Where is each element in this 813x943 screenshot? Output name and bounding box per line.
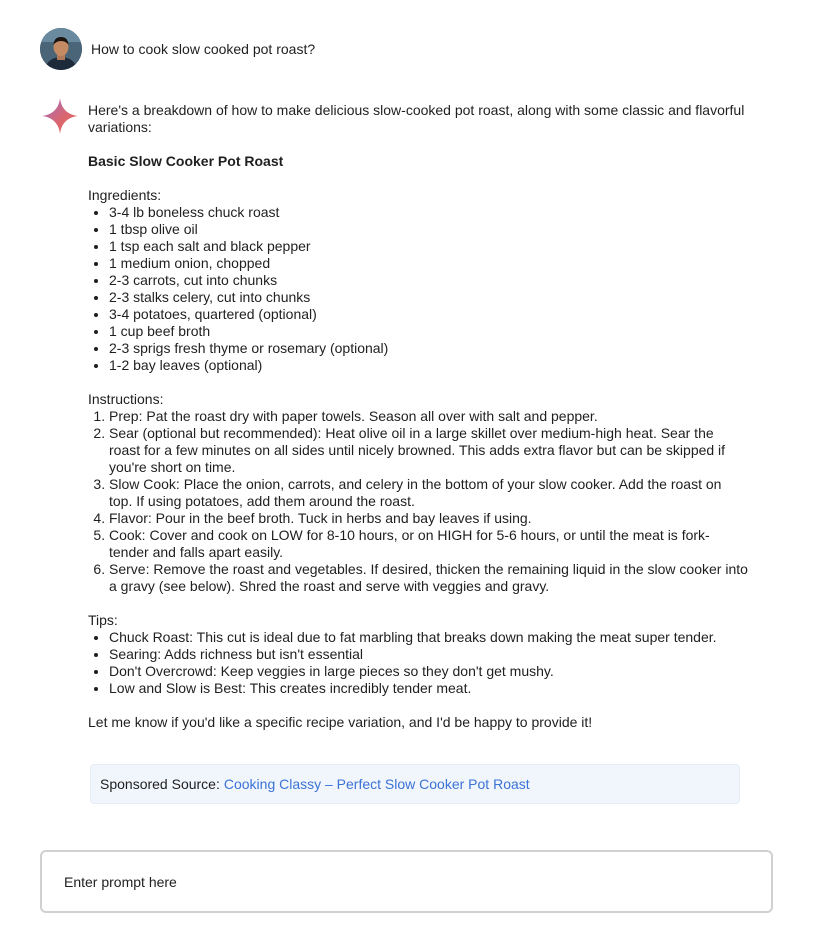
list-item: • 1 cup beef broth <box>109 323 748 340</box>
sparkle-icon <box>41 97 79 135</box>
sponsored-source <box>90 764 740 804</box>
response-intro: Here's a breakdown of how to make delicious slow-cooked pot roast, along with some classic and flavorful variations: <box>88 102 745 135</box>
prompt-box[interactable] <box>40 850 773 913</box>
tips-label: Tips: <box>88 612 118 628</box>
list-item: • Low and Slow is Best: This creates incredibly tender meat. <box>109 680 748 697</box>
list-item: 1. Prep: Pat the roast dry with paper towels. Season all over with salt and pepper. <box>109 408 748 425</box>
list-item: • 2-3 stalks celery, cut into chunks <box>109 289 748 306</box>
prompt-input[interactable] <box>62 873 771 891</box>
list-item: • Searing: Adds richness but isn't essential <box>109 646 748 663</box>
ingredients-label: Ingredients: <box>88 187 162 203</box>
list-item: 5. Cook: Cover and cook on LOW for 8-10 hours, or on HIGH for 5-6 hours, or until the meat is fork-tender and falls apart easily. <box>109 527 748 561</box>
list-item: • 2-3 carrots, cut into chunks <box>109 272 748 289</box>
sponsored-label: Sponsored Source: <box>100 775 220 792</box>
list-item: • 2-3 sprigs fresh thyme or rosemary (optional) <box>109 340 748 357</box>
list-item: • 1-2 bay leaves (optional) <box>109 357 748 374</box>
list-item: • Don't Overcrowd: Keep veggies in large pieces so they don't get mushy. <box>109 663 748 680</box>
recipe-heading: Basic Slow Cooker Pot Roast <box>88 153 284 169</box>
user-question: How to cook slow cooked pot roast? <box>91 40 316 57</box>
user-avatar-icon <box>40 28 82 70</box>
instructions-list <box>88 408 748 595</box>
avatar <box>40 28 82 70</box>
ingredients-list <box>88 204 748 374</box>
list-item: 6. Serve: Remove the roast and vegetables. If desired, thicken the remaining liquid in the slow cooker into a gravy (see below). Shred the roast and serve with veggies and gravy. <box>109 561 748 595</box>
list-item: • 1 medium onion, chopped <box>109 255 748 272</box>
sponsored-link[interactable]: Cooking Classy – Perfect Slow Cooker Pot Roast <box>223 775 530 792</box>
list-item: 4. Flavor: Pour in the beef broth. Tuck in herbs and bay leaves if using. <box>109 510 748 527</box>
instructions-label: Instructions: <box>88 391 164 407</box>
list-item: 2. Sear (optional but recommended): Heat olive oil in a large skillet over medium-high heat. Sear the roast for a few minutes on all sides until nicely browned. This adds extra flavor but can be skipped if you're short on time. <box>109 425 748 476</box>
user-message <box>40 28 315 70</box>
list-item: 3. Slow Cook: Place the onion, carrots, and celery in the bottom of your slow cooker. Add the roast on top. If using potatoes, add them around the roast. <box>109 476 748 510</box>
list-item: • 3-4 lb boneless chuck roast <box>109 204 748 221</box>
list-item: • Chuck Roast: This cut is ideal due to fat marbling that breaks down making the meat super tender. <box>109 629 748 646</box>
list-item: • 1 tsp each salt and black pepper <box>109 238 748 255</box>
assistant-response <box>88 102 748 731</box>
response-closing: Let me know if you'd like a specific recipe variation, and I'd be happy to provide it! <box>88 714 593 730</box>
list-item: • 3-4 potatoes, quartered (optional) <box>109 306 748 323</box>
tips-list <box>88 629 748 697</box>
list-item: • 1 tbsp olive oil <box>109 221 748 238</box>
